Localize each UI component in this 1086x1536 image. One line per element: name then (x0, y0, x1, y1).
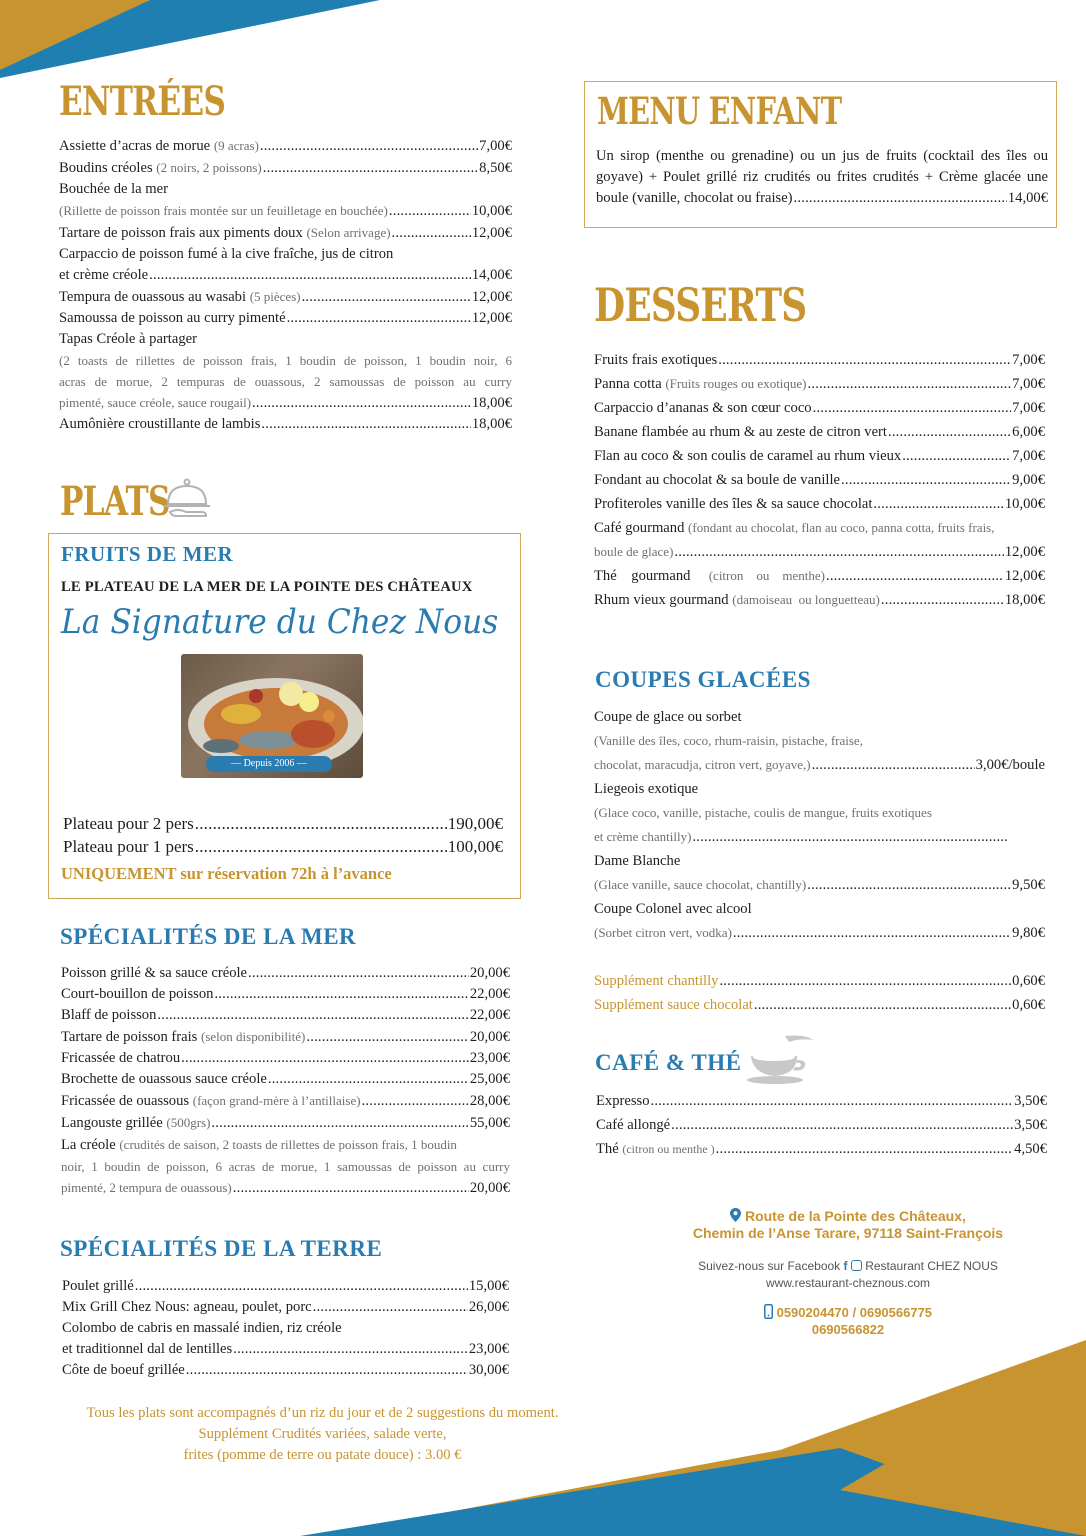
coffee-cup-icon (745, 1032, 815, 1086)
desserts-title: DESSERTS (594, 278, 807, 332)
menu-item: Thé gourmand (citron ou menthe) ..... 12,00€ (594, 564, 1045, 588)
instagram-icon[interactable] (851, 1260, 862, 1271)
menu-item: Aumônière croustillante de lambis ..... 18,00€ (59, 414, 512, 435)
menu-item-detail: pimenté, sauce créole, sauce rougail) ..... 18,00€ (59, 392, 512, 414)
menu-item: Plateau pour 1 pers ..... 100,00€ (63, 835, 503, 858)
menu-item: Thé (citron ou menthe ) ..... 4,50€ (596, 1137, 1047, 1161)
menu-item: Fruits frais exotiques ..... 7,00€ (594, 348, 1045, 372)
menu-item: Boudins créoles (2 noirs, 2 poissons) ..... 8,50€ (59, 157, 512, 179)
contact-block (640, 1208, 1056, 1338)
menu-item: et traditionnel dal de lentilles ..... 23,00€ (62, 1339, 509, 1360)
menu-item: Tapas Créole à partager (59, 331, 197, 347)
menu-item: Mix Grill Chez Nous: agneau, poulet, porc ..... 26,00€ (62, 1297, 509, 1318)
coupes-title: COUPES GLACÉES (595, 667, 811, 692)
top-left-corner-decoration (0, 0, 400, 90)
entrees-section (59, 135, 512, 435)
mer-title: SPÉCIALITÉS DE LA MER (60, 924, 357, 949)
menu-item: Poulet grillé ..... 15,00€ (62, 1276, 509, 1297)
cafe-title: CAFÉ & THÉ (595, 1050, 742, 1075)
menu-item-detail: (2 toasts de rillettes de poisson frais, 1 boudin de poisson, 1 boudin noir, 6 (59, 353, 512, 368)
fruits-de-mer-title: FRUITS DE MER (61, 542, 234, 566)
menu-item-detail: noir, 1 boudin de poisson, 6 acras de morue, 1 samoussas de poisson au curry (61, 1159, 510, 1174)
menu-item: Bouchée de la mer (59, 181, 168, 197)
supplement-item: Supplément sauce chocolat ..... 0,60€ (594, 993, 1045, 1017)
menu-item: Brochette de ouassous sauce créole ..... 25,00€ (61, 1069, 510, 1090)
phone-icon (764, 1304, 773, 1319)
supplement-item: Supplément chantilly ..... 0,60€ (594, 969, 1045, 993)
menu-item: Colombo de cabris en massalé indien, riz créole (62, 1320, 342, 1336)
menu-item: boule (vanille, chocolat ou fraise) ..... 14,00€ (596, 188, 1048, 209)
entrees-title: ENTRÉES (59, 78, 226, 125)
menu-enfant-box (584, 81, 1057, 228)
menu-item: Fricassée de chatrou ..... 23,00€ (61, 1048, 510, 1069)
menu-item: Assiette d’acras de morue (9 acras) ..... 7,00€ (59, 135, 512, 157)
menu-item-detail: boule de glace) ..... 12,00€ (594, 540, 1045, 564)
menu-item: Poisson grillé & sa sauce créole ..... 20,00€ (61, 963, 510, 984)
plateau-title: LE PLATEAU DE LA MER DE LA POINTE DES CHÂTEAUX (61, 579, 473, 595)
menu-item-detail: (Glace coco, vanille, pistache, coulis de mangue, fruits exotiques (594, 805, 932, 820)
cafe-section (596, 1089, 1047, 1161)
menu-item: Café allongé ..... 3,50€ (596, 1113, 1047, 1137)
menu-item-detail: (Rillette de poisson frais montée sur un feuilletage en bouchée) ..... 10,00€ (59, 200, 512, 222)
mer-section (61, 963, 510, 1199)
menu-item-detail: (Vanille des îles, coco, rhum-raisin, pistache, fraise, (594, 733, 863, 748)
menu-item: Panna cotta (Fruits rouges ou exotique) ..... 7,00€ (594, 372, 1045, 396)
menu-item: Carpaccio d’ananas & son cœur coco ..... 7,00€ (594, 396, 1045, 420)
menu-item: Profiteroles vanille des îles & sa sauce chocolat ..... 10,00€ (594, 492, 1045, 516)
menu-item: Coupe de glace ou sorbet (594, 709, 742, 725)
cloche-icon (162, 474, 212, 522)
location-pin-icon (730, 1208, 741, 1222)
plateau-photo (181, 654, 363, 778)
plats-title: PLATS (60, 478, 170, 525)
menu-item: Samoussa de poisson au curry pimenté ..... 12,00€ (59, 308, 512, 329)
terre-title: SPÉCIALITÉS DE LA TERRE (60, 1236, 383, 1261)
menu-item-detail: (Sorbet citron vert, vodka) ..... 9,80€ (594, 921, 1045, 945)
facebook-icon[interactable]: f (843, 1259, 848, 1273)
menu-item-detail: acras de morue, 2 tempuras de ouassous, 2 samoussas de poisson au curry (59, 374, 512, 389)
fruits-de-mer-box (48, 533, 521, 899)
menu-item: Fondant au chocolat & sa boule de vanille ..... 9,00€ (594, 468, 1045, 492)
menu-item: Langouste grillée (500grs) ..... 55,00€ (61, 1112, 510, 1134)
menu-item: Blaff de poisson ..... 22,00€ (61, 1005, 510, 1026)
desserts-section (594, 348, 1045, 612)
terre-section (62, 1276, 509, 1381)
menu-item: Côte de boeuf grillée ..... 30,00€ (62, 1360, 509, 1381)
menu-item-detail: chocolat, maracudja, citron vert, goyave,) ..... 3,00€/boule (594, 753, 1045, 777)
menu-item: Tempura de ouassous au wasabi (5 pièces) ..... 12,00€ (59, 286, 512, 308)
menu-item: Fricassée de ouassous (façon grand-mère à l’antillaise) ..... 28,00€ (61, 1090, 510, 1112)
menu-item: Expresso ..... 3,50€ (596, 1089, 1047, 1113)
menu-item: Coupe Colonel avec alcool (594, 901, 752, 917)
menu-item: Rhum vieux gourmand (damoiseau ou longuetteau) ..... 18,00€ (594, 588, 1045, 612)
phones: 0590204470 / 0690566775 0690566822 (640, 1304, 1056, 1338)
menu-item: Liegeois exotique (594, 781, 699, 797)
address: Route de la Pointe des Châteaux, Chemin de l’Anse Tarare, 97118 Saint-François (692, 1208, 1004, 1241)
photo-caption: — Depuis 2006 — (206, 756, 332, 772)
menu-enfant-line: Un sirop (menthe ou grenadine) ou un jus de fruits (cocktail des îles ou (596, 148, 1048, 164)
menu-item: La créole (crudités de saison, 2 toasts de rillettes de poisson frais, 1 boudin (61, 1137, 457, 1153)
menu-item: Café gourmand (fondant au chocolat, flan au coco, panna cotta, fruits frais, (594, 520, 995, 536)
reservation-note: UNIQUEMENT sur réservation 72h à l’avance (61, 864, 392, 883)
website[interactable]: www.restaurant-cheznous.com (765, 1276, 931, 1290)
menu-item: Banane flambée au rhum & au zeste de citron vert ..... 6,00€ (594, 420, 1045, 444)
menu-item-detail: (Glace vanille, sauce chocolat, chantilly) ..... 9,50€ (594, 873, 1045, 897)
menu-item: Court-bouillon de poisson ..... 22,00€ (61, 984, 510, 1005)
signature-script: La Signature du Chez Nous (61, 602, 499, 642)
menu-enfant-title: MENU ENFANT (597, 89, 842, 133)
plats-accompaniment-note: Tous les plats sont accompagnés d’un riz du jour et de 2 suggestions du moment. Supplément Crudités variées, salade verte, frites (pomme de terre ou patate douce) : 3.00 € (86, 1405, 559, 1463)
menu-item: Tartare de poisson frais (selon disponibilité) ..... 20,00€ (61, 1026, 510, 1048)
coupes-section (594, 705, 1045, 1017)
menu-item-detail: et crème chantilly) ..... (594, 825, 1010, 849)
menu-enfant-line: goyave) + Poulet grillé riz crudités ou frites crudités + Crème glacée une (596, 169, 1048, 185)
menu-item: Carpaccio de poisson fumé à la cive fraîche, jus de citron (59, 246, 394, 262)
menu-item: Plateau pour 2 pers ..... 190,00€ (63, 812, 503, 835)
menu-item: Tartare de poisson frais aux piments doux (Selon arrivage) ..... 12,00€ (59, 222, 512, 244)
social-line: Suivez-nous sur Facebook f Restaurant CHEZ NOUS (698, 1259, 998, 1273)
menu-item-detail: pimenté, 2 tempura de ouassous) ..... 20,00€ (61, 1177, 510, 1199)
menu-item: Dame Blanche (594, 853, 681, 869)
menu-item: Flan au coco & son coulis de caramel au rhum vieux ..... 7,00€ (594, 444, 1045, 468)
menu-item: et crème créole ..... 14,00€ (59, 265, 512, 286)
